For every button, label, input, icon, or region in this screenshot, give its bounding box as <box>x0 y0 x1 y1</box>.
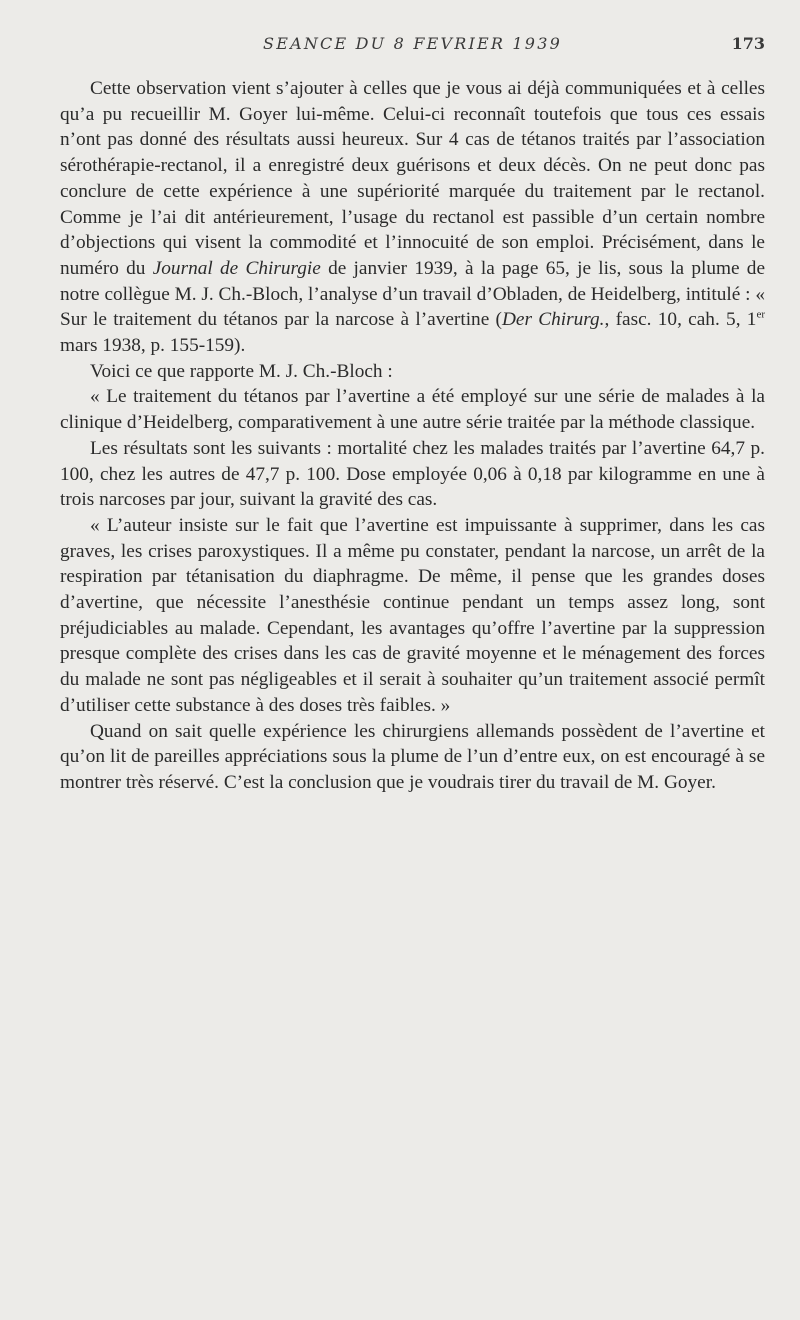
reference-title: Der Chirurg. <box>501 309 605 331</box>
paragraph-1 <box>60 76 765 359</box>
body-text <box>60 76 765 796</box>
paragraph-3: « Le traitement du tétanos par l’avertine a été employé sur une série de malades à la clinique d’Heidelberg, comparativement à une autre série traitée par la méthode classique. <box>60 386 765 434</box>
paragraph-4: Les résultats sont les suivants : mortalité chez les malades traités par l’avertine 64,7 p. 100, chez les autres de 47,7 p. 100. Dose employée 0,06 à 0,18 par kilogramme en une à trois narcoses par jour, suivant la gravité des cas. <box>60 437 765 511</box>
page-number: 173 <box>731 34 765 53</box>
running-title: SEANCE DU 8 FEVRIER 1939 <box>263 34 562 53</box>
paragraph-2: Voici ce que rapporte M. J. Ch.-Bloch : <box>90 360 393 382</box>
paragraph-1-text-c: , fasc. 10, cah. 5, 1 <box>604 309 757 331</box>
paragraph-1-text-d: mars 1938, p. 155-159). <box>60 335 246 357</box>
ordinal-superscript: er <box>756 308 765 321</box>
paragraph-1-text-b: de janvier 1939, à la page 65, je lis, sous la plume de notre collègue M. J. Ch.-Bloch, l’analyse d’un travail d’Obladen, de Heidelberg, intitulé : « Sur le traitement du tétanos par la narcose à l’avertine ( <box>60 257 765 331</box>
paragraph-5: « L’auteur insiste sur le fait que l’avertine est impuissante à supprimer, dans les cas graves, les crises paroxystiques. Il a même pu constater, pendant la narcose, un arrêt de la respiration par tétanisation du diaphragme. De même, il pense que les grandes doses d’avertine, que nécessite l’anesthésie continue pendant un temps assez long, sont préjudiciables au malade. Cependant, les avantages qu’offre l’avertine par la suppression presque complète des crises dans les cas de gravité moyenne et le ménagement des forces du malade ne sont pas négligeables et il serait à souhaiter qu’un traitement associé permît d’utiliser cette substance à des doses très faibles. » <box>60 514 765 716</box>
paragraph-1-text-a: Cette observation vient s’ajouter à celles que je vous ai déjà communiquées et à celles qu’a pu recueillir M. Goyer lui-même. Celui-ci reconnaît toutefois que tous ces essais n’ont pas donné des résultats aussi heureux. Sur 4 cas de tétanos traités par l’association sérothérapie-rectanol, il a enregistré deux guérisons et deux décès. On ne peut donc pas conclure de cette expérience à une supériorité marquée du traitement par le rectanol. Comme je l’ai dit antérieurement, l’usage du rectanol est passible d’un certain nombre d’objections qui visent la commodité et l’innocuité de son emploi. Précisément, dans le numéro du <box>60 78 765 279</box>
running-head <box>60 34 765 58</box>
paragraph-6: Quand on sait quelle expérience les chirurgiens allemands possèdent de l’avertine et qu’on lit de pareilles appréciations sous la plume de l’un d’entre eux, on est encouragé à se montrer très réservé. C’est la conclusion que je voudrais tirer du travail de M. Goyer. <box>60 720 765 793</box>
journal-title: Journal de Chirurgie <box>152 257 321 279</box>
